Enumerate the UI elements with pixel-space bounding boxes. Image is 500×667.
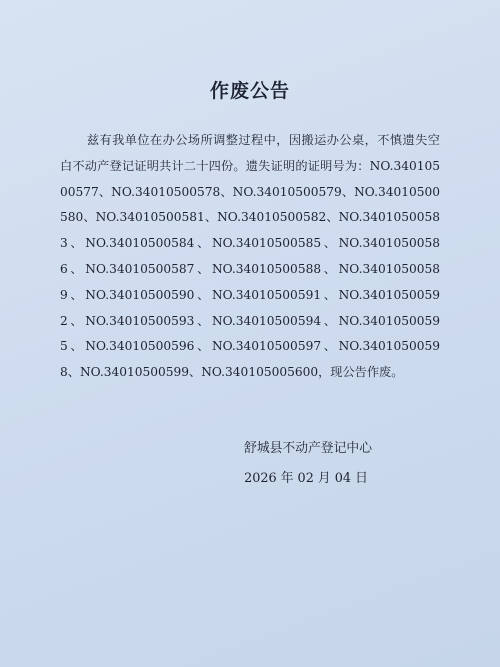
notice-body: 兹有我单位在办公场所调整过程中，因搬运办公桌，不慎遗失空白不动产登记证明共计二十四份。遗失证明的证明号为：NO.34010500577、NO.34010500578、NO.34010500579、NO.34010500580、NO.34010500581、NO.34010500582、NO.34010500583、NO.34010500584、NO.34010500585、NO.34010500586、NO.34010500587、NO.34010500588、NO.34010500589、NO.34010500590、NO.34010500591、NO.34010500592、NO.34010500593、NO.34010500594、NO.34010500595、NO.34010500596、NO.34010500597、NO.34010500598、NO.34010500599、NO.340105005600，现公告作废。 (60, 133, 440, 380)
issue-date: 2026 年 02 月 04 日 (244, 471, 368, 486)
notice-title: 作废公告 (209, 80, 290, 102)
issuing-organization: 舒城县不动产登记中心 (244, 441, 372, 456)
